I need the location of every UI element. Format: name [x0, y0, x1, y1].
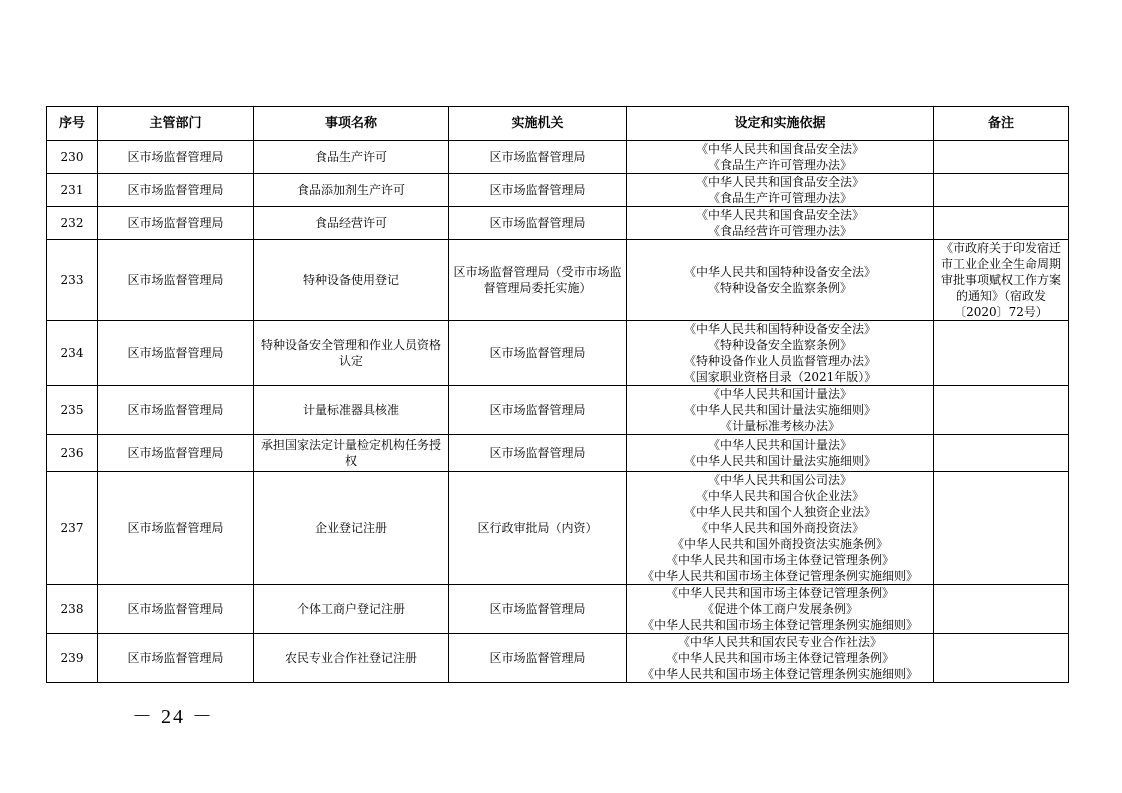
header-item: 事项名称	[254, 107, 449, 141]
legal-basis-line: 《食品生产许可管理办法》	[707, 158, 852, 172]
legal-basis-line: 《特种设备安全监察条例》	[707, 338, 852, 352]
notes-cell	[934, 386, 1069, 435]
legal-basis-line: 《中华人民共和国农民专业合作社法》	[677, 635, 882, 649]
notes-cell	[934, 585, 1069, 634]
legal-basis-line: 《中华人民共和国合伙企业法》	[695, 489, 864, 503]
legal-basis-line: 《食品经营许可管理办法》	[707, 224, 852, 238]
header-agency: 实施机关	[449, 107, 627, 141]
header-no: 序号	[47, 107, 98, 141]
item-name-cell: 食品添加剂生产许可	[254, 174, 449, 207]
department-cell: 区市场监督管理局	[98, 174, 254, 207]
row-number-cell: 233	[47, 240, 98, 321]
table-row	[47, 472, 1069, 585]
agency-cell: 区市场监督管理局	[449, 207, 627, 240]
agency-cell: 区市场监督管理局	[449, 321, 627, 386]
legal-basis-line: 《中华人民共和国计量法实施细则》	[683, 403, 876, 417]
legal-basis-line: 《中华人民共和国市场主体登记管理条例实施细则》	[641, 569, 918, 583]
notes-cell: 《市政府关于印发宿迁市工业企业全生命周期审批事项赋权工作方案的通知》（宿政发〔2020〕72号）	[934, 240, 1069, 321]
row-number-cell: 235	[47, 386, 98, 435]
agency-cell: 区市场监督管理局	[449, 386, 627, 435]
item-name-cell: 计量标准器具核准	[254, 386, 449, 435]
item-name-cell: 承担国家法定计量检定机构任务授权	[254, 435, 449, 472]
legal-basis-line: 《中华人民共和国外商投资法实施条例》	[671, 537, 888, 551]
item-name-cell: 农民专业合作社登记注册	[254, 634, 449, 683]
row-number-cell: 236	[47, 435, 98, 472]
table-row	[47, 174, 1069, 207]
department-cell: 区市场监督管理局	[98, 435, 254, 472]
item-name-cell: 食品经营许可	[254, 207, 449, 240]
table-row	[47, 240, 1069, 321]
notes-cell	[934, 472, 1069, 585]
table-row	[47, 386, 1069, 435]
row-number-cell: 232	[47, 207, 98, 240]
header-notes: 备注	[934, 107, 1069, 141]
item-name-cell: 特种设备使用登记	[254, 240, 449, 321]
legal-basis-cell	[627, 240, 934, 321]
legal-basis-cell	[627, 141, 934, 174]
agency-cell: 区市场监督管理局	[449, 585, 627, 634]
legal-basis-line: 《中华人民共和国外商投资法》	[695, 521, 864, 535]
notes-cell	[934, 435, 1069, 472]
legal-basis-line: 《中华人民共和国特种设备安全法》	[683, 322, 876, 336]
page-number: － 24 －	[132, 706, 214, 728]
legal-basis-line: 《国家职业资格目录（2021年版）》	[683, 370, 877, 384]
department-cell: 区市场监督管理局	[98, 240, 254, 321]
legal-basis-line: 《中华人民共和国食品安全法》	[695, 208, 864, 222]
table-row	[47, 585, 1069, 634]
department-cell: 区市场监督管理局	[98, 321, 254, 386]
legal-basis-line: 《中华人民共和国计量法》	[707, 387, 852, 401]
table-body	[47, 141, 1069, 683]
legal-basis-cell	[627, 435, 934, 472]
legal-basis-line: 《中华人民共和国计量法》	[707, 438, 852, 452]
item-name-cell: 个体工商户登记注册	[254, 585, 449, 634]
policy-table	[46, 106, 1069, 683]
agency-cell: 区市场监督管理局（受市市场监督管理局委托实施）	[449, 240, 627, 321]
legal-basis-line: 《特种设备作业人员监督管理办法》	[683, 354, 876, 368]
legal-basis-line: 《促进个体工商户发展条例》	[701, 602, 858, 616]
legal-basis-line: 《中华人民共和国公司法》	[707, 473, 852, 487]
agency-cell: 区市场监督管理局	[449, 141, 627, 174]
legal-basis-line: 《计量标准考核办法》	[719, 419, 840, 433]
agency-cell: 区市场监督管理局	[449, 435, 627, 472]
legal-basis-cell	[627, 321, 934, 386]
department-cell: 区市场监督管理局	[98, 386, 254, 435]
legal-basis-line: 《中华人民共和国个人独资企业法》	[683, 505, 876, 519]
department-cell: 区市场监督管理局	[98, 634, 254, 683]
legal-basis-line: 《中华人民共和国食品安全法》	[695, 142, 864, 156]
legal-basis-line: 《中华人民共和国市场主体登记管理条例实施细则》	[641, 618, 918, 632]
legal-basis-line: 《中华人民共和国市场主体登记管理条例》	[665, 651, 894, 665]
header-basis: 设定和实施依据	[627, 107, 934, 141]
item-name-cell: 特种设备安全管理和作业人员资格认定	[254, 321, 449, 386]
row-number-cell: 231	[47, 174, 98, 207]
legal-basis-line: 《中华人民共和国特种设备安全法》	[683, 265, 876, 279]
agency-cell: 区市场监督管理局	[449, 174, 627, 207]
legal-basis-line: 《食品生产许可管理办法》	[707, 191, 852, 205]
legal-basis-line: 《中华人民共和国市场主体登记管理条例实施细则》	[641, 667, 918, 681]
table-header-row	[47, 107, 1069, 141]
legal-basis-cell	[627, 634, 934, 683]
legal-basis-cell	[627, 472, 934, 585]
table-row	[47, 321, 1069, 386]
table-row	[47, 435, 1069, 472]
header-dept: 主管部门	[98, 107, 254, 141]
department-cell: 区市场监督管理局	[98, 472, 254, 585]
legal-basis-cell	[627, 174, 934, 207]
legal-basis-line: 《特种设备安全监察条例》	[707, 281, 852, 295]
notes-cell	[934, 634, 1069, 683]
notes-cell	[934, 321, 1069, 386]
legal-basis-line: 《中华人民共和国市场主体登记管理条例》	[665, 586, 894, 600]
row-number-cell: 239	[47, 634, 98, 683]
legal-basis-cell	[627, 386, 934, 435]
legal-basis-line: 《中华人民共和国食品安全法》	[695, 175, 864, 189]
department-cell: 区市场监督管理局	[98, 207, 254, 240]
table-row	[47, 207, 1069, 240]
notes-cell	[934, 174, 1069, 207]
table-row	[47, 141, 1069, 174]
legal-basis-cell	[627, 585, 934, 634]
row-number-cell: 238	[47, 585, 98, 634]
row-number-cell: 230	[47, 141, 98, 174]
legal-basis-line: 《中华人民共和国计量法实施细则》	[683, 454, 876, 468]
agency-cell: 区行政审批局（内资）	[449, 472, 627, 585]
department-cell: 区市场监督管理局	[98, 585, 254, 634]
notes-cell	[934, 207, 1069, 240]
row-number-cell: 237	[47, 472, 98, 585]
table-row	[47, 634, 1069, 683]
legal-basis-line: 《中华人民共和国市场主体登记管理条例》	[665, 553, 894, 567]
item-name-cell: 食品生产许可	[254, 141, 449, 174]
item-name-cell: 企业登记注册	[254, 472, 449, 585]
row-number-cell: 234	[47, 321, 98, 386]
legal-basis-cell	[627, 207, 934, 240]
agency-cell: 区市场监督管理局	[449, 634, 627, 683]
department-cell: 区市场监督管理局	[98, 141, 254, 174]
notes-cell	[934, 141, 1069, 174]
